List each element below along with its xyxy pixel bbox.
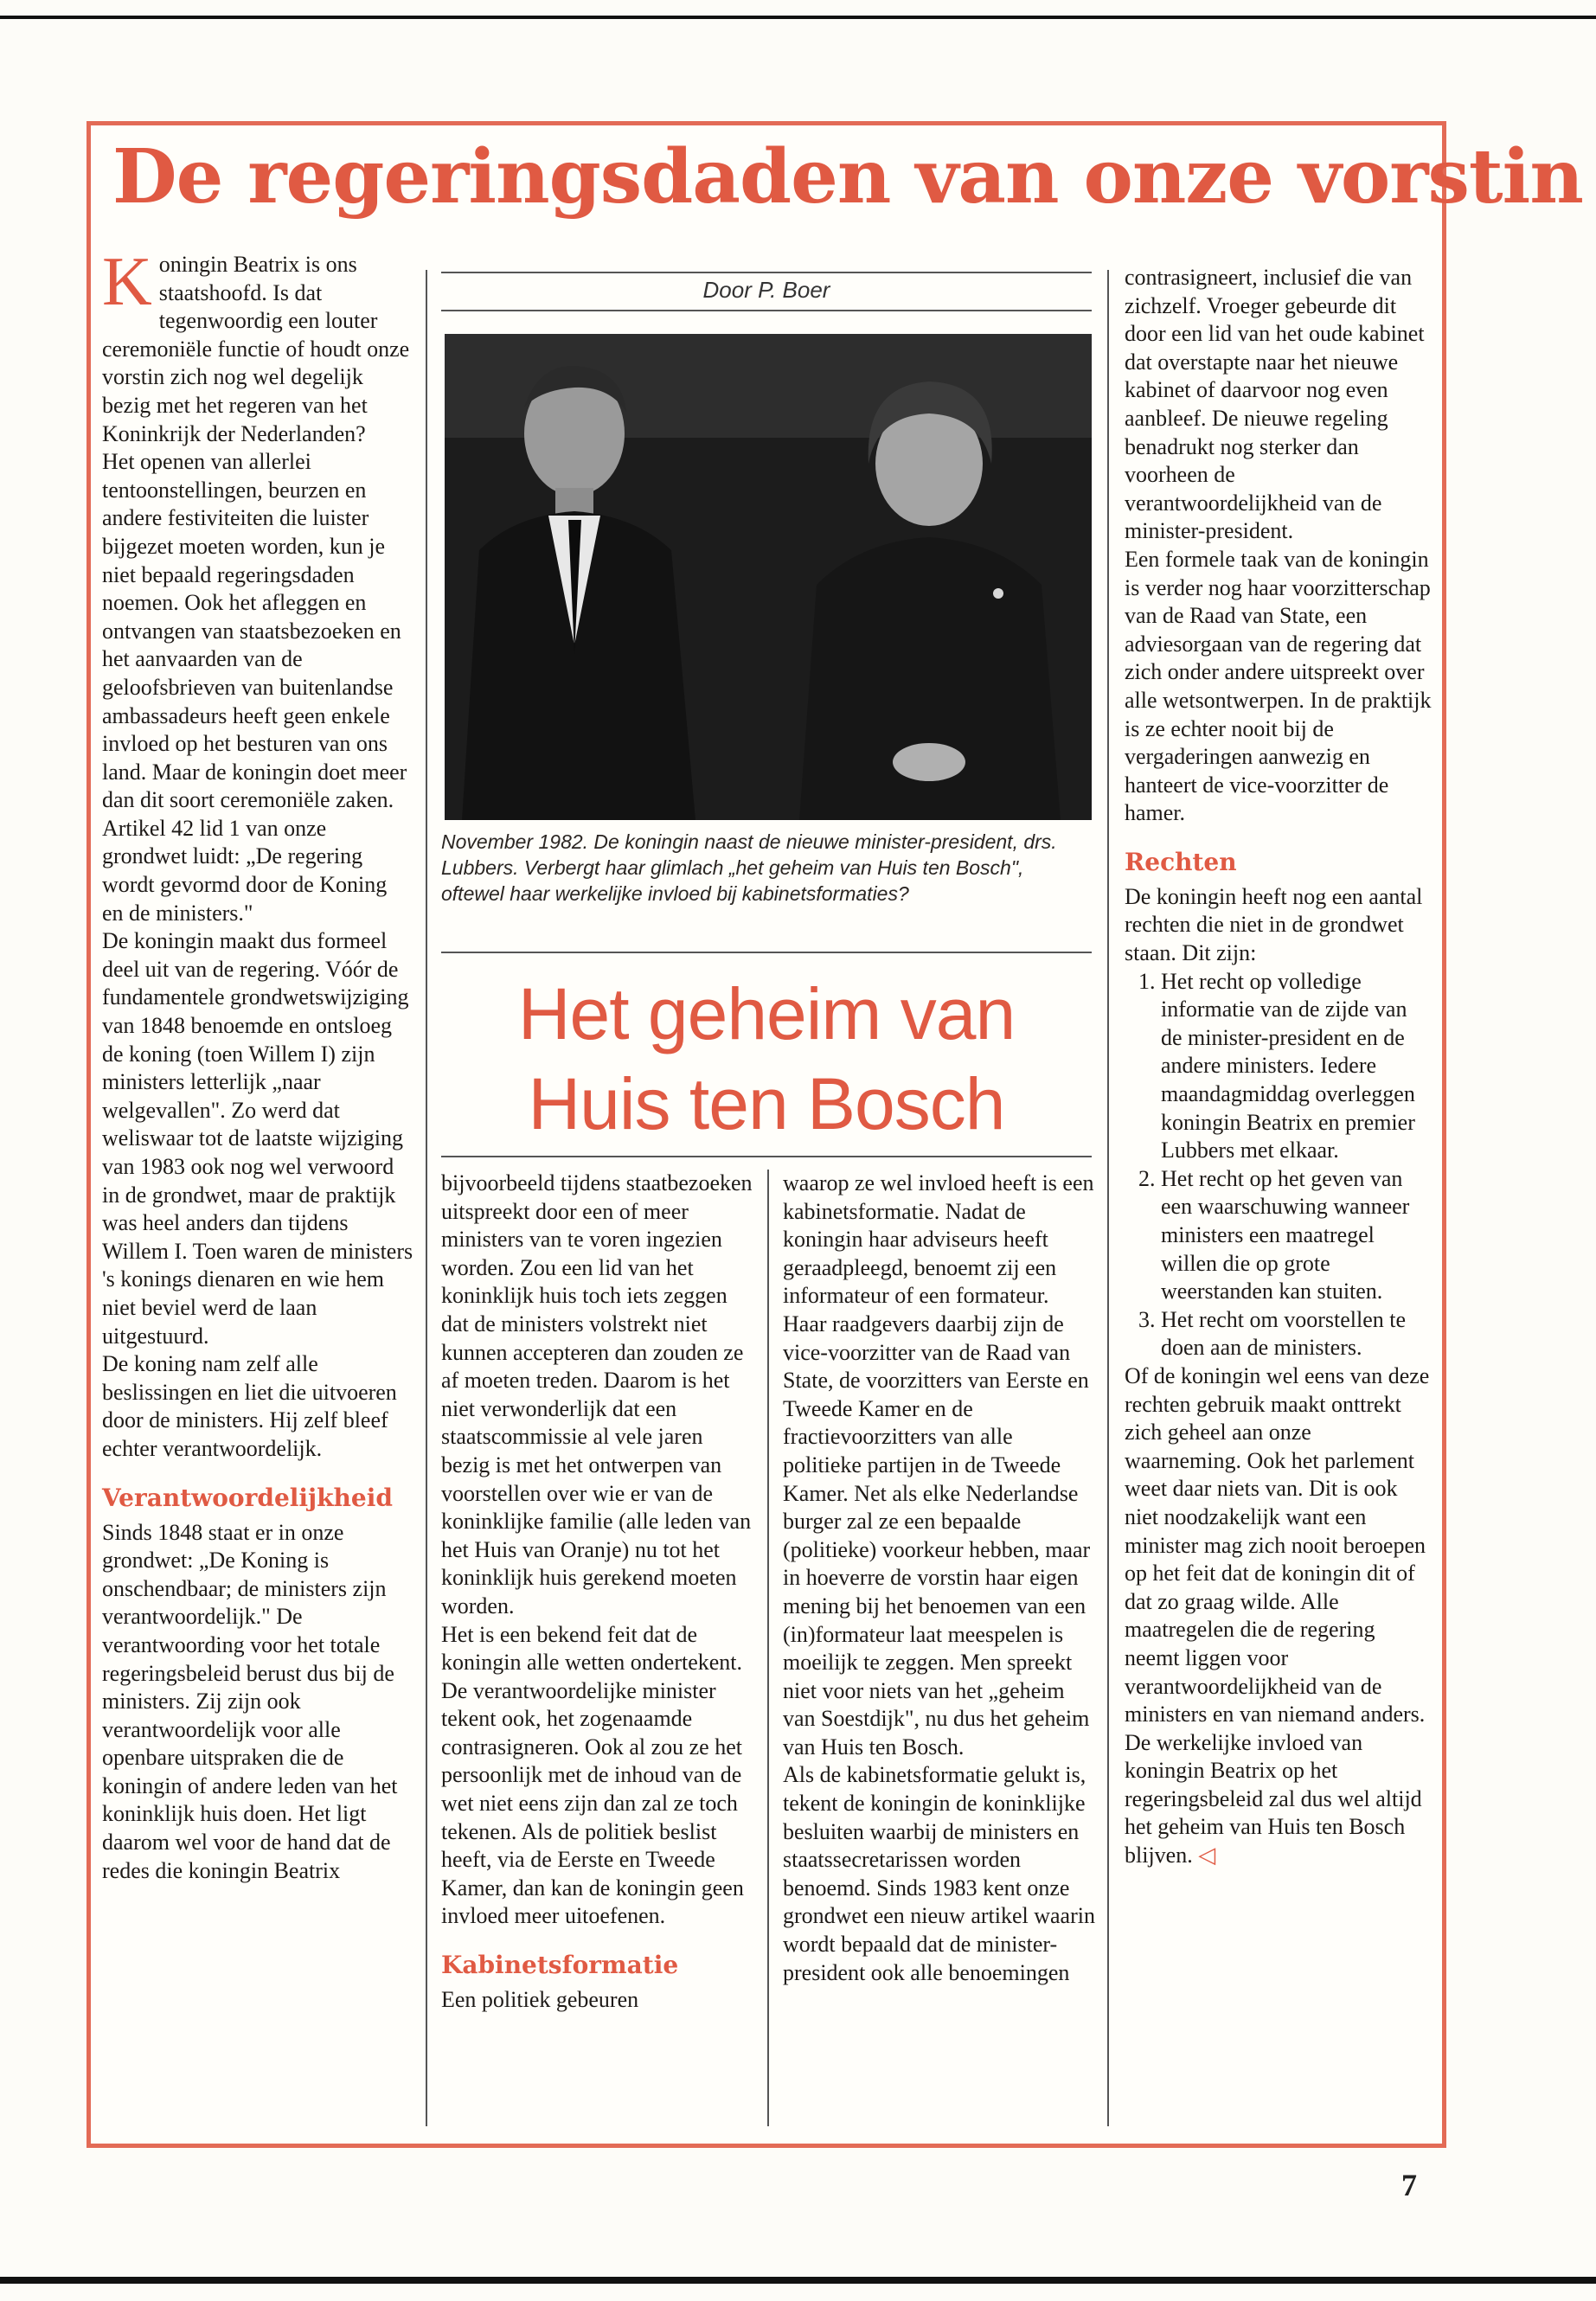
rights-list-item: 1. Het recht op volledige informatie van de zijde van de minister-president en de andere ministers. Iedere maandagmiddag overleggen koningin Beatrix en premier Lubbers met elkaar. xyxy=(1161,968,1432,1165)
column-3 xyxy=(783,1170,1096,1987)
paragraph: De koningin maakt dus formeel deel uit van de regering. Vóór de fundamentele grondwetswijziging van 1848 benoemde en ontsloeg de koning (toen Willem I) zijn ministers letterlijk „naar welgevallen". Zo werd dat weliswaar tot de laatste wijziging van 1983 ook nog wel verwoord in de grondwet, maar de praktijk was heel anders dan tijdens Willem I. Toen waren de ministers 's konings dienaren en wie hem niet beviel werd de laan uitgestuurd. xyxy=(102,928,413,1349)
caption-rule xyxy=(441,952,1092,953)
section-heading-verantwoordelijkheid: Verantwoordelijkheid xyxy=(102,1483,393,1512)
closing-paragraph: Of de koningin wel eens van deze rechten gebruik maakt onttrekt zich geheel aan onze waarneming. Ook het parlement weet daar niets van. Dit is ook niet noodzakelijk want een minister mag zich nooit beroepen op het feit dat de koningin dit of dat zo graag wilde. Alle maatregelen die de regering neemt liggen voor verantwoordelijkheid van de ministers en van niemand anders. De werkelijke invloed van koningin Beatrix op het regeringsbeleid zal dus wel altijd het geheim van Huis ten Bosch blijven. ◁ xyxy=(1125,1362,1430,1868)
paragraph: contrasigneert, inclusief die van zichzelf. Vroeger gebeurde dit door een lid van het oude kabinet dat overstapte naar het nieuwe kabinet of daarvoor nog even aanbleef. De nieuwe regeling benadrukt nog sterker dan voorheen de verantwoordelijkheid van de minister-president. xyxy=(1125,265,1425,544)
article-title: De regeringsdaden van onze vorstin xyxy=(112,133,1583,221)
byline: Door P. Boer xyxy=(702,277,830,303)
paragraph: De koning nam zelf alle beslissingen en liet die uitvoeren door de ministers. Hij zelf bleef echter verantwoordelijk. xyxy=(102,1351,397,1461)
top-rule xyxy=(0,16,1596,19)
paragraph: Sinds 1848 staat er in onze grondwet: „De Koning is onschendbaar; de ministers zijn verantwoordelijk." De verantwoording voor het totale regeringsbeleid berust dus bij de ministers. Zij zijn ook verantwoordelijk voor alle openbare uitspraken die de koningin of andere leden van het koninklijk huis doen. Het ligt daarom wel voor de hand dat de redes die koningin Beatrix xyxy=(102,1519,398,1883)
section-heading-kabinetsformatie: Kabinetsformatie xyxy=(441,1951,679,1980)
column-1 xyxy=(102,244,413,1885)
byline-rule-top xyxy=(441,272,1092,273)
photo-illustration xyxy=(445,334,1092,820)
paragraph: Het is een bekend feit dat de koningin alle wetten ondertekent. De verantwoordelijke minister tekent ook, het zogenaamde contrasigneren. Ook al zou ze het persoonlijk met de inhoud van de wet niet eens zijn dan zal ze toch tekenen. Als de politiek beslist heeft, via de Eerste en Tweede Kamer, dan kan de koningin geen invloed meer uitoefenen. xyxy=(441,1621,744,1929)
paragraph: De koningin heeft nog een aantal rechten die niet in de grondwet staan. Dit zijn: xyxy=(1125,883,1423,966)
rights-list-item: 2. Het recht op het geven van een waarschuwing wanneer ministers een maatregel willen die op grote weerstanden kan stuiten. xyxy=(1161,1165,1432,1306)
paragraph: Een formele taak van de koningin is verder nog haar voorzitterschap van de Raad van State, een adviesorgaan van de regering dat zich onder andere uitspreekt over alle wetsontwerpen. In de praktijk is ze echter nooit bij de vergaderingen aanwezig en hanteert de vice-voorzitter de hamer. xyxy=(1125,546,1432,826)
column-2 xyxy=(441,1170,754,2015)
column-divider xyxy=(1107,270,1109,2126)
page-number: 7 xyxy=(1401,2168,1417,2202)
paragraph: Het openen van allerlei tentoonstellingen, beurzen en andere festiviteiten die luister bijgezet moeten worden, kun je niet bepaald regeringsdaden noemen. Ook het afleggen en ontvangen van staatsbezoeken en het aanvaarden van de geloofsbrieven van buitenlandse ambassadeurs heeft geen enkele invloed op het besturen van ons land. Maar de koningin doet meer dan dit soort ceremoniële zaken. Artikel 42 lid 1 van onze grondwet luidt: „De regering wordt gevormd door de Koning en de ministers." xyxy=(102,449,407,926)
drop-cap: K xyxy=(102,244,152,320)
byline-rule-bottom xyxy=(441,310,1092,311)
bottom-rule xyxy=(0,2277,1596,2284)
section-heading-rechten: Rechten xyxy=(1125,847,1237,876)
column-divider xyxy=(767,1170,769,2126)
photo-caption: November 1982. De koningin naast de nieuwe minister-president, drs. Lubbers. Verbergt haar glimlach „het geheim van Huis ten Bosch", oftewel haar werkelijke invloed bij kabinetsformaties? xyxy=(441,830,1057,905)
paragraph: bijvoorbeeld tijdens staatbezoeken uitspreekt door een of meer ministers van te voren ingezien worden. Zou een lid van het koninklijk huis toch iets zeggen dat de ministers volstrekt niet kunnen accepteren dan zouden ze af moeten treden. Daarom is het niet verwonderlijk dat een staatscommissie al vele jaren bezig is met het ontwerpen van voorstellen over wie er van de koninklijke familie (alle leden van het Huis van Oranje) nu tot het koninklijk huis gerekend moeten worden. xyxy=(441,1170,753,1618)
rights-list-item: 3. Het recht om voorstellen te doen aan de ministers. xyxy=(1161,1306,1432,1362)
subtitle-rule xyxy=(441,1156,1092,1157)
paragraph: Een politiek gebeuren xyxy=(441,1987,639,2013)
paragraph: waarop ze wel invloed heeft is een kabinetsformatie. Nadat de koningin haar adviseurs heeft geraadpleegd, benoemt zij een informateur of een formateur. Haar raadgevers daarbij zijn de vice-voorzitter van de Raad van State, de voorzitters van Eerste en Tweede Kamer en de fractievoorzitters van alle politieke partijen in de Tweede Kamer. Net als elke Nederlandse burger zal ze een bepaalde (politieke) voorkeur hebben, maar in hoeverre de vorstin haar eigen mening bij het benoemen van een (in)formateur laat meespelen is moeilijk te zeggen. Men spreekt niet voor niets van het „geheim van Soestdijk", nu dus het geheim van Huis ten Bosch. xyxy=(783,1170,1094,1759)
article-subtitle: Het geheim van Huis ten Bosch xyxy=(517,973,1016,1144)
paragraph: Als de kabinetsformatie gelukt is, tekent de koningin de koninklijke besluiten waarbij de ministers en staatssecretarissen worden benoemd. Sinds 1983 kent onze grondwet een nieuw artikel waarin wordt bepaald dat de minister-president ook alle benoemingen xyxy=(783,1762,1095,1985)
column-divider xyxy=(426,270,427,2126)
intro-paragraph: Koningin Beatrix is ons staatshoofd. Is dat tegenwoordig een louter ceremoniële functie of houdt onze vorstin zich nog wel degelijk bezig met het regeren van het Koninkrijk der Nederlanden? xyxy=(102,244,410,446)
rights-list xyxy=(1125,968,1432,1362)
end-mark-icon: ◁ xyxy=(1198,1843,1216,1868)
column-4 xyxy=(1125,264,1432,1870)
photo-queen-and-lubbers xyxy=(445,334,1092,820)
